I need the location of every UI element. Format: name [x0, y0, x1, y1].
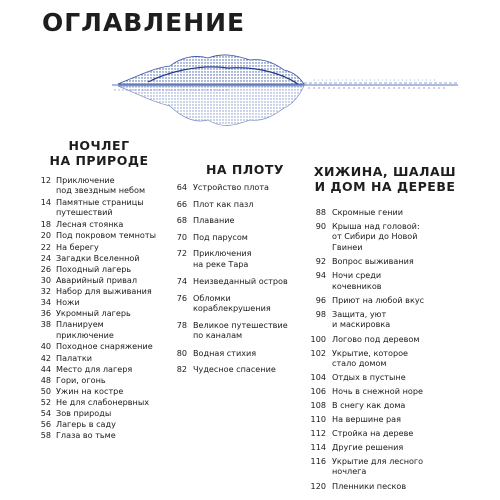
page-number: 114 [310, 442, 326, 453]
page-number: 94 [315, 270, 326, 281]
toc-entry[interactable] [307, 348, 467, 373]
toc-entry[interactable] [307, 256, 467, 270]
page-number: 50 [40, 385, 51, 396]
page-number: 54 [40, 407, 51, 418]
toc-entry[interactable] [36, 230, 186, 241]
page-number: 56 [40, 419, 51, 430]
toc-entry[interactable] [307, 456, 467, 481]
page-number: 66 [176, 198, 187, 209]
toc-entry[interactable] [36, 319, 186, 341]
toc-entry[interactable] [36, 419, 186, 430]
entry-title: Глаза во тьме [56, 430, 116, 441]
toc-entry[interactable] [36, 297, 186, 308]
toc-entry[interactable] [36, 242, 186, 253]
page-number: 32 [40, 285, 51, 296]
page-number: 88 [315, 207, 326, 217]
entry-title: Водная стихия [193, 347, 257, 358]
entry-title: Ужин на костре [56, 385, 124, 396]
page-number: 106 [310, 386, 326, 397]
page-number: 104 [310, 372, 326, 383]
toc-column-huts [307, 207, 467, 495]
toc-entry[interactable] [307, 400, 467, 414]
toc-entry[interactable] [307, 270, 467, 295]
toc-entry[interactable] [36, 364, 186, 375]
toc-entry[interactable] [36, 197, 186, 219]
toc-entry[interactable] [36, 264, 186, 275]
page-number: 72 [176, 248, 187, 259]
page-number: 116 [310, 456, 326, 467]
page-number: 24 [40, 252, 51, 263]
section-heading-huts: ХИЖИНА, ШАЛАШ И ДОМ НА ДЕРЕВЕ [313, 164, 457, 194]
entry-title: Палатки [56, 352, 93, 363]
page-number: 68 [176, 215, 187, 226]
toc-entry[interactable] [36, 386, 186, 397]
toc-entry[interactable] [172, 182, 304, 199]
entry-title: Ножи [56, 297, 80, 308]
entry-title: Приключения на реке Тара [193, 248, 252, 269]
toc-entry[interactable] [36, 408, 186, 419]
page-number: 102 [310, 347, 326, 358]
toc-entry[interactable] [36, 175, 186, 197]
entry-title: На вершине рая [332, 414, 401, 425]
page-number: 110 [310, 414, 326, 425]
entry-title: Ночь в снежной норе [332, 386, 423, 397]
toc-entry[interactable] [307, 442, 467, 456]
toc-entry[interactable] [36, 219, 186, 230]
entry-title: Походное снаряжение [56, 341, 153, 352]
entry-title: Вопрос выживания [332, 256, 414, 267]
page-number: 80 [176, 347, 187, 358]
page-number: 12 [40, 175, 51, 185]
page-number: 14 [40, 197, 51, 208]
entry-title: Гори, огонь [56, 374, 106, 385]
page-number: 36 [40, 308, 51, 319]
page-number: 38 [40, 319, 51, 330]
entry-title: Чудесное спасение [193, 364, 276, 375]
page-number: 82 [176, 364, 187, 375]
entry-title: Стройка на дереве [332, 428, 414, 439]
entry-title: Место для лагеря [56, 363, 133, 374]
page-number: 52 [40, 396, 51, 407]
toc-entry[interactable] [36, 430, 186, 441]
island-illustration [108, 50, 460, 150]
page-number: 70 [176, 231, 187, 242]
entry-title: Ночи среди кочевников [332, 270, 382, 291]
toc-entry[interactable] [307, 428, 467, 442]
entry-title: Укрытие для лесного ночлега [332, 456, 424, 477]
toc-entry[interactable] [307, 207, 467, 221]
toc-column-raft [172, 182, 304, 381]
toc-entry[interactable] [172, 293, 304, 321]
section-heading-raft: НА ПЛОТУ [205, 162, 285, 177]
page-number: 40 [40, 341, 51, 352]
page-number: 76 [176, 292, 187, 303]
page-number: 78 [176, 320, 187, 331]
toc-column-camping [36, 175, 186, 441]
entry-title: Под покровом темноты [56, 230, 156, 241]
entry-title: Планируем приключение [56, 319, 114, 340]
entry-title: Великое путешествие по каналам [193, 320, 288, 341]
toc-entry[interactable] [307, 481, 467, 495]
entry-title: Приключение под звездным небом [56, 175, 146, 196]
toc-entry[interactable] [36, 353, 186, 364]
toc-entry[interactable] [36, 275, 186, 286]
entry-title: Аварийный привал [56, 274, 138, 285]
toc-entry[interactable] [172, 248, 304, 276]
entry-title: Приют на любой вкус [332, 294, 425, 305]
toc-entry[interactable] [307, 372, 467, 386]
entry-title: В снегу как дома [332, 400, 406, 411]
toc-entry[interactable] [172, 320, 304, 348]
toc-entry[interactable] [36, 397, 186, 408]
section-heading-camping: НОЧЛЕГ НА ПРИРОДЕ [49, 138, 149, 168]
page-number: 112 [310, 428, 326, 439]
page-number: 90 [315, 221, 326, 231]
entry-title: Пленники песков [332, 480, 407, 491]
page-number: 120 [310, 480, 326, 491]
page-number: 44 [40, 363, 51, 374]
page-number: 22 [40, 241, 51, 252]
toc-entry[interactable] [307, 414, 467, 428]
toc-entry[interactable] [307, 295, 467, 309]
entry-title: Отдых в пустыне [332, 372, 406, 383]
toc-entry[interactable] [36, 375, 186, 386]
page-title: ОГЛАВЛЕНИЕ [42, 8, 246, 37]
page-number: 98 [315, 308, 326, 319]
page-number: 20 [40, 230, 51, 241]
toc-entry[interactable] [172, 348, 304, 365]
toc-entry[interactable] [172, 276, 304, 293]
entry-title: Логово под деревом [332, 333, 420, 344]
page-number: 30 [40, 274, 51, 285]
entry-title: Под парусом [193, 231, 248, 242]
toc-entry[interactable] [307, 334, 467, 348]
toc-entry[interactable] [307, 386, 467, 400]
page-number: 18 [40, 219, 51, 230]
entry-title: Крыша над головой: от Сибири до Новой Гвинеи [332, 221, 420, 252]
page-number: 108 [310, 400, 326, 411]
entry-title: Зов природы [56, 407, 112, 418]
entry-title: Плавание [193, 215, 235, 226]
entry-title: Памятные страницы путешествий [56, 197, 144, 218]
toc-entry[interactable] [36, 253, 186, 264]
entry-title: Укромный лагерь [56, 308, 131, 319]
page-number: 48 [40, 374, 51, 385]
page-number: 64 [176, 182, 187, 192]
entry-title: Лесная стоянка [56, 219, 124, 230]
toc-entry[interactable] [307, 309, 467, 334]
toc-entry[interactable] [172, 215, 304, 232]
page-number: 58 [40, 430, 51, 441]
toc-entry[interactable] [307, 221, 467, 256]
toc-entry[interactable] [36, 341, 186, 352]
page-number: 34 [40, 297, 51, 308]
entry-title: Походный лагерь [56, 263, 132, 274]
entry-title: Скромные гении [332, 207, 404, 217]
page-number: 100 [310, 333, 326, 344]
page-number: 42 [40, 352, 51, 363]
toc-entry[interactable] [172, 364, 304, 381]
entry-title: Устройство плота [193, 182, 269, 192]
entry-title: Набор для выживания [56, 285, 152, 296]
page-number: 74 [176, 275, 187, 286]
toc-entry[interactable] [172, 199, 304, 216]
entry-title: Неизведанный остров [193, 275, 288, 286]
page-number: 96 [315, 294, 326, 305]
entry-title: Плот как пазл [193, 198, 254, 209]
entry-title: Лагерь в саду [56, 419, 116, 430]
page-number: 92 [315, 256, 326, 267]
entry-title: Другие решения [332, 442, 404, 453]
page-number: 26 [40, 263, 51, 274]
entry-title: На берегу [56, 241, 99, 252]
entry-title: Защита, уют и маскировка [332, 308, 391, 330]
entry-title: Укрытие, которое стало домом [332, 347, 409, 368]
entry-title: Обломки кораблекрушения [193, 292, 271, 313]
toc-entry[interactable] [36, 308, 186, 319]
entry-title: Загадки Вселенной [56, 252, 140, 263]
toc-entry[interactable] [36, 286, 186, 297]
entry-title: Не для слабонервных [56, 396, 150, 407]
toc-entry[interactable] [172, 232, 304, 249]
